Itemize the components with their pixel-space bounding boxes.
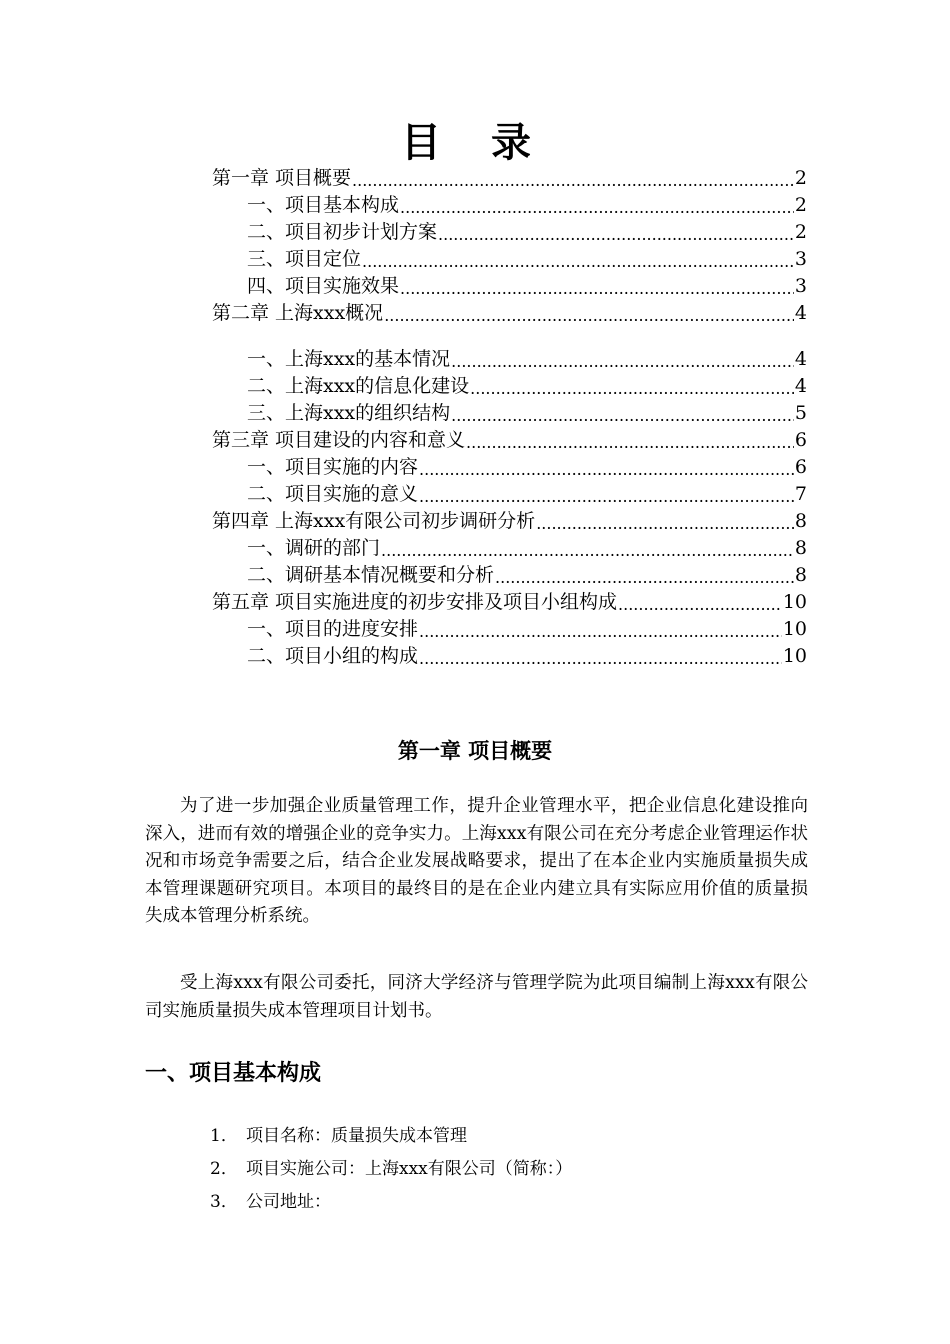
toc-entry-label: 四、项目实施效果 — [247, 275, 400, 297]
toc-entry-page: 4 — [794, 302, 807, 324]
toc-leader-dots — [419, 460, 794, 480]
toc-entry[interactable] — [247, 562, 807, 588]
toc-entry-page: 2 — [794, 194, 807, 216]
toc-entry[interactable] — [247, 219, 807, 245]
toc-leader-dots — [451, 352, 794, 372]
toc-entry-page: 10 — [782, 591, 807, 613]
list-item-text: 公司地址： — [246, 1192, 331, 1212]
toc-entry-label: 第三章 项目建设的内容和意义 — [212, 429, 466, 451]
toc-leader-dots — [438, 225, 794, 245]
toc-leader-dots — [400, 279, 794, 299]
toc-leader-dots — [466, 433, 794, 453]
toc-entry[interactable] — [247, 616, 807, 642]
toc-entry[interactable] — [212, 165, 807, 191]
toc-leader-dots — [419, 622, 782, 642]
toc-entry[interactable] — [212, 589, 807, 615]
toc-entry[interactable] — [247, 535, 807, 561]
toc-entry-label: 一、调研的部门 — [247, 537, 381, 559]
toc-entry-label: 一、项目的进度安排 — [247, 618, 419, 640]
toc-entry-page: 2 — [794, 221, 807, 243]
toc-entry-page: 8 — [794, 537, 807, 559]
toc-entry[interactable] — [247, 643, 807, 669]
toc-entry-page: 8 — [794, 564, 807, 586]
toc-entry[interactable] — [212, 508, 807, 534]
toc-entry-page: 4 — [794, 375, 807, 397]
toc-leader-dots — [451, 406, 794, 426]
numbered-list — [210, 1120, 572, 1219]
toc-leader-dots — [618, 595, 782, 615]
list-item — [210, 1186, 572, 1219]
toc-entry-label: 二、调研基本情况概要和分析 — [247, 564, 495, 586]
toc-leader-dots — [384, 306, 794, 326]
toc-entry[interactable] — [247, 373, 807, 399]
toc-entry-label: 一、上海xxx的基本情况 — [247, 348, 451, 370]
toc-leader-dots — [495, 568, 794, 588]
toc-entry[interactable] — [247, 246, 807, 272]
toc-entry-page: 3 — [794, 248, 807, 270]
toc-entry-label: 三、上海xxx的组织结构 — [247, 402, 451, 424]
toc-leader-dots — [352, 171, 794, 191]
toc-entry-page: 6 — [794, 456, 807, 478]
toc-leader-dots — [362, 252, 794, 272]
list-item-text: 项目实施公司：上海xxx有限公司（简称：） — [246, 1159, 573, 1179]
toc-entry-label: 第一章 项目概要 — [212, 167, 352, 189]
toc-entry-page: 8 — [794, 510, 807, 532]
toc-entry-page: 7 — [794, 483, 807, 505]
toc-leader-dots — [381, 541, 794, 561]
toc-entry-page: 10 — [782, 645, 807, 667]
toc-entry-page: 2 — [794, 167, 807, 189]
toc-entry[interactable] — [247, 346, 807, 372]
toc-leader-dots — [536, 514, 794, 534]
toc-entry[interactable] — [247, 454, 807, 480]
toc-entry-label: 二、项目实施的意义 — [247, 483, 419, 505]
toc-leader-dots — [419, 487, 794, 507]
toc-entry-page: 10 — [782, 618, 807, 640]
toc-entry-label: 二、上海xxx的信息化建设 — [247, 375, 470, 397]
toc-entry-label: 一、项目基本构成 — [247, 194, 400, 216]
toc-entry[interactable] — [247, 400, 807, 426]
toc-entry-page: 3 — [794, 275, 807, 297]
toc-entry[interactable] — [247, 273, 807, 299]
toc-entry[interactable] — [247, 192, 807, 218]
toc-entry-label: 第二章 上海xxx概况 — [212, 302, 384, 324]
list-item-number: 1． — [210, 1126, 238, 1146]
body-paragraph: 为了进一步加强企业质量管理工作，提升企业管理水平，把企业信息化建设推向深入，进而有效的增强企业的竞争实力。上海xxx有限公司在充分考虑企业管理运作状况和市场竞争需要之后，结合企业发展战略要求，提出了在本企业内实施质量损失成本管理课题研究项目。本项目的最终目的是在企业内建立具有实际应用价值的质量损失成本管理分析系统。 — [145, 796, 808, 926]
toc-entry-page: 4 — [794, 348, 807, 370]
list-item-number: 3． — [210, 1192, 238, 1212]
section-heading: 一、项目基本构成 — [145, 1061, 322, 1086]
toc-leader-dots — [419, 649, 782, 669]
toc-leader-dots — [470, 379, 794, 399]
toc-entry[interactable] — [247, 481, 807, 507]
toc-entry-label: 第四章 上海xxx有限公司初步调研分析 — [212, 510, 536, 532]
toc-entry-page: 6 — [794, 429, 807, 451]
list-item — [210, 1153, 572, 1186]
toc-leader-dots — [400, 198, 794, 218]
toc-entry-label: 二、项目小组的构成 — [247, 645, 419, 667]
toc-entry-label: 三、项目定位 — [247, 248, 362, 270]
toc-entry[interactable] — [212, 427, 807, 453]
chapter-heading: 第一章 项目概要 — [397, 739, 553, 763]
toc-entry[interactable] — [212, 300, 807, 326]
list-item-text: 项目名称：质量损失成本管理 — [246, 1126, 467, 1146]
toc-entry-page: 5 — [794, 402, 807, 424]
body-paragraph: 受上海xxx有限公司委托，同济大学经济与管理学院为此项目编制上海xxx有限公司实施质量损失成本管理项目计划书。 — [145, 973, 808, 1021]
toc-title: 目 录 — [401, 120, 549, 166]
list-item — [210, 1120, 572, 1153]
list-item-number: 2． — [210, 1159, 238, 1179]
toc-entry-label: 一、项目实施的内容 — [247, 456, 419, 478]
toc-entry-label: 二、项目初步计划方案 — [247, 221, 438, 243]
toc-entry-label: 第五章 项目实施进度的初步安排及项目小组构成 — [212, 591, 618, 613]
